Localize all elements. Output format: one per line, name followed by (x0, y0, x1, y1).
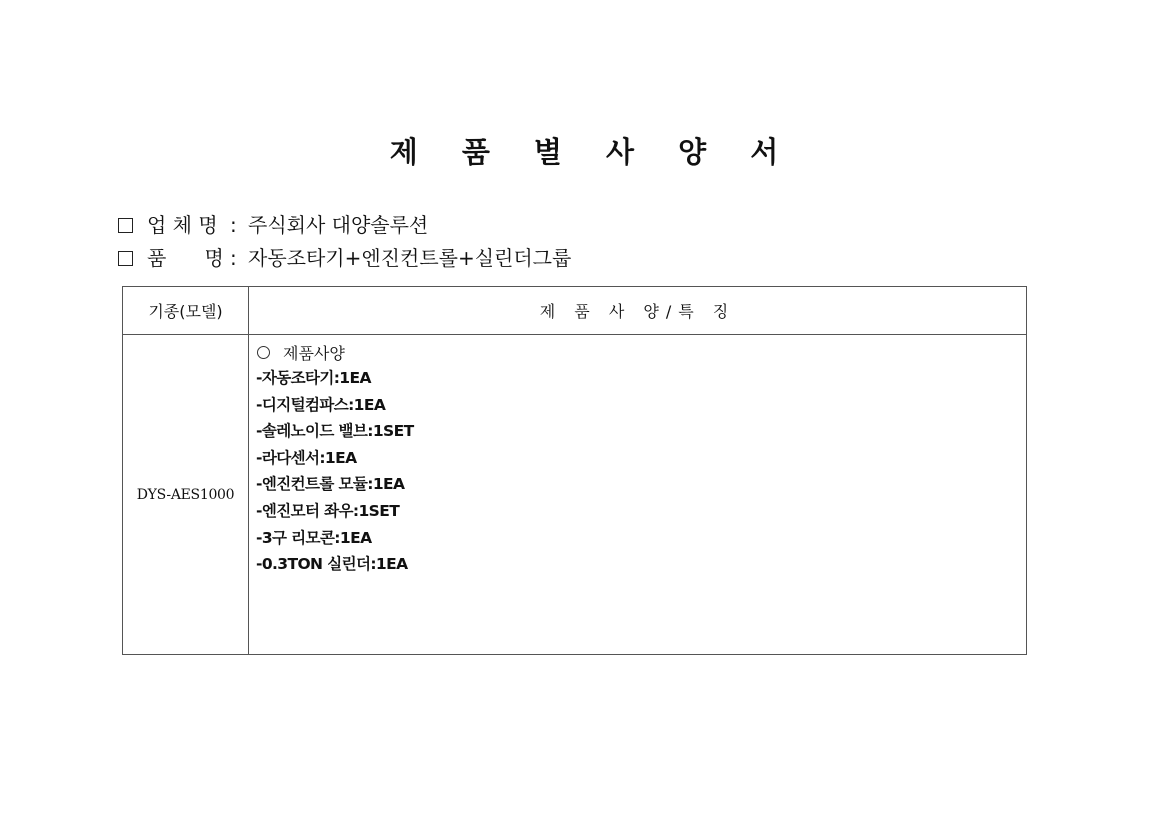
product-value: 자동조타기+엔진컨트롤+실린더그룹 (248, 246, 572, 270)
product-colon: : (230, 246, 237, 270)
spec-item: -엔진컨트롤 모듈:1EA (256, 475, 405, 494)
checkbox-icon (118, 218, 133, 233)
header-model: 기종(모델) (123, 287, 249, 335)
table-row (123, 335, 1027, 655)
product-line (118, 244, 571, 272)
table-header-row (123, 287, 1027, 335)
spec-item: -3구 리모콘:1EA (256, 528, 372, 547)
circle-icon (257, 346, 270, 359)
spec-table (122, 286, 1027, 655)
spec-cell (249, 335, 1027, 655)
company-label: 업 체 명 (147, 213, 218, 237)
spec-item: -0.3TON 실린더:1EA (256, 555, 408, 574)
spec-item: -솔레노이드 밸브:1SET (256, 422, 414, 441)
spec-heading (256, 339, 1026, 365)
spec-item: -라다센서:1EA (256, 448, 357, 467)
checkbox-icon (118, 251, 133, 266)
company-line (118, 211, 428, 239)
company-colon: : (230, 213, 237, 237)
spec-item: -엔진모터 좌우:1SET (256, 501, 400, 520)
spec-item: -자동조타기:1EA (256, 369, 371, 387)
company-value: 주식회사 대양솔루션 (248, 213, 429, 237)
product-label: 품 명 (147, 246, 224, 270)
model-cell: DYS-AES1000 (123, 335, 249, 655)
spec-item: -디지털컴파스:1EA (256, 395, 386, 414)
header-spec: 제 품 사 양/특 징 (249, 287, 1027, 335)
document-title: 제 품 별 사 양 서 (389, 135, 796, 169)
spec-heading-label: 제품사양 (283, 343, 345, 363)
